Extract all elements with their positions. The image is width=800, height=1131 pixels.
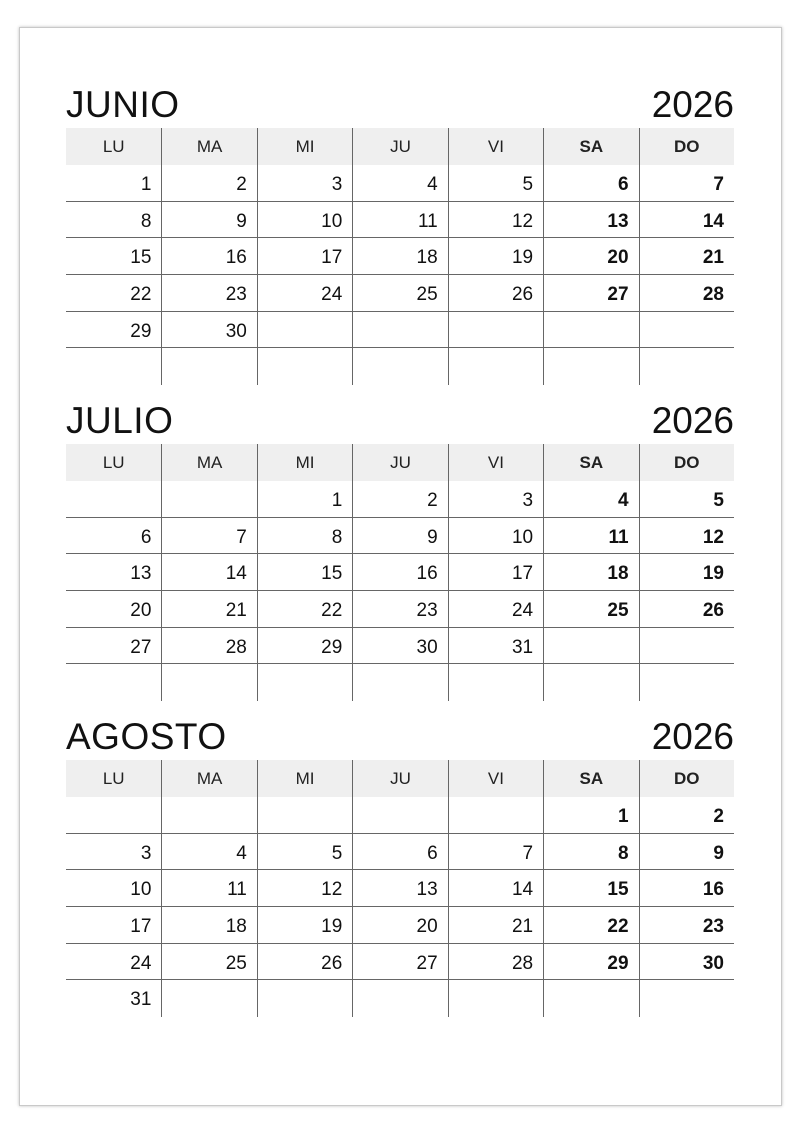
weekday-header-row xyxy=(66,444,734,481)
day-cell: 3 xyxy=(448,481,543,518)
day-cell: 1 xyxy=(66,165,161,202)
day-cell: 15 xyxy=(543,870,638,907)
day-cell: 28 xyxy=(161,628,256,665)
day-cell: 12 xyxy=(448,202,543,239)
day-cell: 11 xyxy=(161,870,256,907)
day-cell: 27 xyxy=(543,275,638,312)
empty-day-cell xyxy=(257,312,352,349)
day-cell: 12 xyxy=(639,518,734,555)
day-cell: 19 xyxy=(257,907,352,944)
empty-day-cell xyxy=(543,664,638,701)
day-cell: 1 xyxy=(257,481,352,518)
day-cell: 7 xyxy=(161,518,256,555)
empty-day-cell xyxy=(543,348,638,385)
day-cell: 26 xyxy=(257,944,352,981)
day-cell: 14 xyxy=(639,202,734,239)
day-cell: 13 xyxy=(543,202,638,239)
weekday-label: SA xyxy=(543,128,638,165)
empty-day-cell xyxy=(448,348,543,385)
day-cell: 23 xyxy=(161,275,256,312)
empty-day-cell xyxy=(257,980,352,1017)
day-cell: 18 xyxy=(352,238,447,275)
empty-day-cell xyxy=(66,348,161,385)
empty-day-cell xyxy=(352,348,447,385)
day-cell: 25 xyxy=(161,944,256,981)
weekday-label: SA xyxy=(543,444,638,481)
empty-day-cell xyxy=(352,797,447,834)
month-section-3 xyxy=(66,714,734,1017)
weekday-label: LU xyxy=(102,137,125,156)
month-year: 2026 xyxy=(651,84,734,125)
day-cell: 8 xyxy=(543,834,638,871)
day-cell: 22 xyxy=(66,275,161,312)
month-header xyxy=(66,82,734,128)
empty-day-cell xyxy=(257,664,352,701)
day-cell: 5 xyxy=(639,481,734,518)
day-cell: 20 xyxy=(66,591,161,628)
day-cell: 2 xyxy=(639,797,734,834)
empty-day-cell xyxy=(543,312,638,349)
weekday-label: MA xyxy=(161,444,256,481)
day-cell: 24 xyxy=(257,275,352,312)
empty-day-cell xyxy=(66,481,161,518)
day-cell: 13 xyxy=(352,870,447,907)
week-row xyxy=(66,944,734,981)
day-cell: 15 xyxy=(257,554,352,591)
day-cell: 24 xyxy=(66,944,161,981)
day-cell: 17 xyxy=(66,907,161,944)
month-year: 2026 xyxy=(651,400,734,441)
week-row xyxy=(66,797,734,834)
day-cell: 7 xyxy=(639,165,734,202)
week-row xyxy=(66,591,734,628)
weekday-header-row xyxy=(66,128,734,165)
day-cell: 9 xyxy=(161,202,256,239)
day-cell: 22 xyxy=(257,591,352,628)
day-cell: 20 xyxy=(543,238,638,275)
weekday-label: MA xyxy=(161,128,256,165)
day-cell: 25 xyxy=(352,275,447,312)
day-cell: 23 xyxy=(639,907,734,944)
empty-day-cell xyxy=(639,348,734,385)
empty-day-cell xyxy=(66,664,161,701)
empty-day-cell xyxy=(448,664,543,701)
day-cell: 8 xyxy=(257,518,352,555)
week-row xyxy=(66,165,734,202)
month-name: AGOSTO xyxy=(66,716,227,757)
empty-day-cell xyxy=(257,348,352,385)
weekday-header-row xyxy=(66,760,734,797)
month-name: JUNIO xyxy=(66,84,180,125)
day-cell: 30 xyxy=(161,312,256,349)
day-cell: 23 xyxy=(352,591,447,628)
empty-day-cell xyxy=(66,797,161,834)
week-row xyxy=(66,628,734,665)
day-cell: 17 xyxy=(448,554,543,591)
day-cell: 21 xyxy=(448,907,543,944)
weekday-label: DO xyxy=(639,444,734,481)
day-cell: 2 xyxy=(352,481,447,518)
day-cell: 29 xyxy=(66,312,161,349)
day-cell: 4 xyxy=(543,481,638,518)
weekday-label: VI xyxy=(448,760,543,797)
empty-day-cell xyxy=(448,797,543,834)
day-cell: 30 xyxy=(639,944,734,981)
month-header xyxy=(66,398,734,444)
week-row xyxy=(66,907,734,944)
empty-day-cell xyxy=(543,628,638,665)
day-cell: 28 xyxy=(639,275,734,312)
empty-day-cell xyxy=(639,312,734,349)
week-row xyxy=(66,202,734,239)
day-cell: 21 xyxy=(161,591,256,628)
day-cell: 22 xyxy=(543,907,638,944)
empty-day-cell xyxy=(448,980,543,1017)
week-row xyxy=(66,312,734,349)
day-cell: 16 xyxy=(352,554,447,591)
month-section-2 xyxy=(66,398,734,701)
day-cell: 30 xyxy=(352,628,447,665)
day-cell: 1 xyxy=(543,797,638,834)
day-cell: 14 xyxy=(161,554,256,591)
day-cell: 8 xyxy=(66,202,161,239)
day-cell: 26 xyxy=(639,591,734,628)
day-cell: 31 xyxy=(130,989,152,1011)
day-cell: 4 xyxy=(352,165,447,202)
day-cell: 3 xyxy=(66,834,161,871)
empty-day-cell xyxy=(639,664,734,701)
empty-day-cell xyxy=(161,664,256,701)
day-cell: 26 xyxy=(448,275,543,312)
day-cell: 24 xyxy=(448,591,543,628)
empty-day-cell xyxy=(639,628,734,665)
week-row xyxy=(66,348,734,385)
weekday-label: LU xyxy=(102,769,125,788)
empty-day-cell xyxy=(352,980,447,1017)
day-cell: 5 xyxy=(257,834,352,871)
day-cell: 9 xyxy=(352,518,447,555)
day-cell: 2 xyxy=(161,165,256,202)
empty-day-cell xyxy=(161,348,256,385)
week-row xyxy=(66,275,734,312)
day-cell: 18 xyxy=(161,907,256,944)
weekday-label: VI xyxy=(448,128,543,165)
day-cell: 20 xyxy=(352,907,447,944)
day-cell: 29 xyxy=(543,944,638,981)
empty-day-cell xyxy=(161,481,256,518)
day-cell: 10 xyxy=(66,870,161,907)
week-row xyxy=(66,481,734,518)
day-cell: 16 xyxy=(639,870,734,907)
day-cell: 10 xyxy=(257,202,352,239)
day-cell: 29 xyxy=(257,628,352,665)
day-cell: 6 xyxy=(66,518,161,555)
weekday-label: MI xyxy=(257,444,352,481)
weekday-label: MA xyxy=(161,760,256,797)
week-row xyxy=(66,518,734,555)
day-cell: 7 xyxy=(448,834,543,871)
day-cell: 11 xyxy=(352,202,447,239)
empty-day-cell xyxy=(257,797,352,834)
weekday-label: JU xyxy=(352,760,447,797)
day-cell: 12 xyxy=(257,870,352,907)
empty-day-cell xyxy=(352,664,447,701)
weekday-label: JU xyxy=(352,444,447,481)
weekday-label: SA xyxy=(543,760,638,797)
empty-day-cell xyxy=(161,980,256,1017)
day-cell: 13 xyxy=(66,554,161,591)
month-section-1 xyxy=(66,82,734,385)
day-cell: 27 xyxy=(352,944,447,981)
day-cell: 15 xyxy=(66,238,161,275)
empty-day-cell xyxy=(639,980,734,1017)
weekday-label: MI xyxy=(257,760,352,797)
day-cell: 14 xyxy=(448,870,543,907)
day-cell: 10 xyxy=(448,518,543,555)
month-header xyxy=(66,714,734,760)
week-row xyxy=(66,554,734,591)
week-row xyxy=(66,980,734,1017)
empty-day-cell xyxy=(448,312,543,349)
day-cell: 6 xyxy=(352,834,447,871)
week-row xyxy=(66,664,734,701)
day-cell: 25 xyxy=(543,591,638,628)
day-cell: 31 xyxy=(448,628,543,665)
day-cell: 17 xyxy=(257,238,352,275)
day-cell: 9 xyxy=(639,834,734,871)
day-cell: 11 xyxy=(543,518,638,555)
empty-day-cell xyxy=(352,312,447,349)
weekday-label: VI xyxy=(448,444,543,481)
day-cell: 21 xyxy=(639,238,734,275)
day-cell: 5 xyxy=(448,165,543,202)
day-cell: 19 xyxy=(448,238,543,275)
weekday-label: JU xyxy=(352,128,447,165)
week-row xyxy=(66,870,734,907)
day-cell: 4 xyxy=(161,834,256,871)
weekday-label: DO xyxy=(639,760,734,797)
weekday-label: LU xyxy=(102,453,125,472)
day-cell: 28 xyxy=(448,944,543,981)
empty-day-cell xyxy=(543,980,638,1017)
day-cell: 18 xyxy=(543,554,638,591)
week-row xyxy=(66,238,734,275)
month-year: 2026 xyxy=(651,716,734,757)
day-cell: 19 xyxy=(639,554,734,591)
day-cell: 27 xyxy=(66,628,161,665)
weekday-label: MI xyxy=(257,128,352,165)
week-row xyxy=(66,834,734,871)
empty-day-cell xyxy=(161,797,256,834)
day-cell: 6 xyxy=(543,165,638,202)
day-cell: 16 xyxy=(161,238,256,275)
month-name: JULIO xyxy=(66,400,174,441)
weekday-label: DO xyxy=(639,128,734,165)
day-cell: 3 xyxy=(257,165,352,202)
